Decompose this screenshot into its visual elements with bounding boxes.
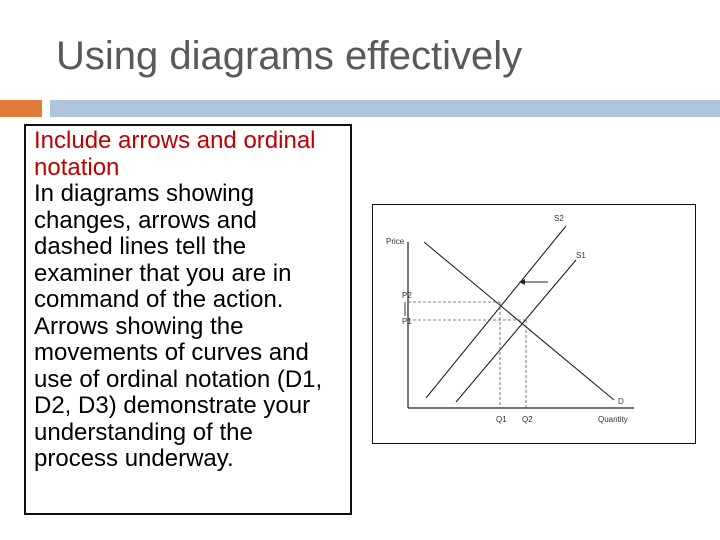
q2-label: Q2 [522,415,533,424]
body-text: In diagrams showing changes, arrows and dashed lines tell the examiner that you are in command of the action. Arrows showing the movements of curves and use of ordinal notation (D1, D2, D3) demonstrate your understanding of the process underway. [34,180,323,472]
diagram-svg [372,204,696,444]
demand-label: D [618,397,624,406]
slide-title: Using diagrams effectively [56,34,523,78]
supply-demand-diagram [372,204,696,444]
y-axis-label: Price [386,237,405,246]
x-axis-label: Quantity [598,415,628,424]
title-rule-bar [50,100,720,117]
q1-label: Q1 [496,415,507,424]
text-box [24,124,352,515]
highlight-text: Include arrows and ordinal notation [34,127,316,181]
s2-label: S2 [554,214,564,223]
accent-bar [0,100,42,117]
s1-label: S1 [576,251,586,260]
p1-label: P1 [402,317,412,326]
p2-label: P2 [402,291,412,300]
